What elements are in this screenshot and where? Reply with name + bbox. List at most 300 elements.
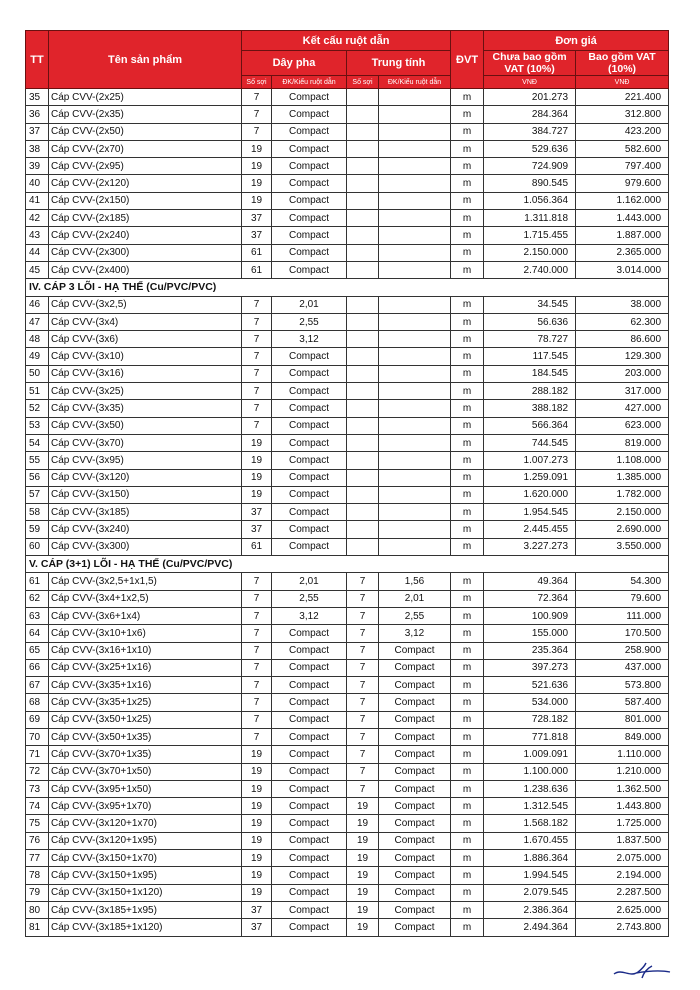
cell-neutral-strands: 7 xyxy=(347,728,379,745)
cell-neutral-dia xyxy=(379,313,451,330)
cell-price-inc-vat: 79.600 xyxy=(576,590,669,607)
table-row xyxy=(26,140,669,157)
cell-price-ex-vat: 1.954.545 xyxy=(484,504,576,521)
cell-phase-strands: 61 xyxy=(242,261,272,278)
cell-neutral-strands xyxy=(347,296,379,313)
cell-neutral-dia xyxy=(379,400,451,417)
cell-neutral-dia xyxy=(379,210,451,227)
cell-price-inc-vat: 979.600 xyxy=(576,175,669,192)
cell-neutral-dia: Compact xyxy=(379,642,451,659)
cell-price-inc-vat: 1.210.000 xyxy=(576,763,669,780)
cell-phase-dia: Compact xyxy=(272,798,347,815)
cell-unit: m xyxy=(451,313,484,330)
cell-price-inc-vat: 1.443.000 xyxy=(576,210,669,227)
cell-unit: m xyxy=(451,590,484,607)
cell-phase-dia: 2,01 xyxy=(272,296,347,313)
cell-product-name: Cáp CVV-(3x50+1x35) xyxy=(49,728,242,745)
cell-price-inc-vat: 1.108.000 xyxy=(576,452,669,469)
cell-phase-strands: 7 xyxy=(242,711,272,728)
cell-neutral-dia xyxy=(379,123,451,140)
cell-price-inc-vat: 573.800 xyxy=(576,677,669,694)
cell-tt: 78 xyxy=(26,867,49,884)
cell-tt: 57 xyxy=(26,486,49,503)
cell-product-name: Cáp CVV-(3x120+1x95) xyxy=(49,832,242,849)
cell-phase-dia: Compact xyxy=(272,383,347,400)
cell-price-ex-vat: 72.364 xyxy=(484,590,576,607)
cell-unit: m xyxy=(451,659,484,676)
cell-unit: m xyxy=(451,867,484,884)
cell-tt: 43 xyxy=(26,227,49,244)
table-row xyxy=(26,504,669,521)
cell-price-inc-vat: 2.194.000 xyxy=(576,867,669,884)
cell-price-ex-vat: 1.312.545 xyxy=(484,798,576,815)
cell-tt: 38 xyxy=(26,140,49,157)
cell-price-inc-vat: 3.014.000 xyxy=(576,261,669,278)
cell-neutral-strands xyxy=(347,313,379,330)
cell-unit: m xyxy=(451,158,484,175)
cell-unit: m xyxy=(451,711,484,728)
table-row xyxy=(26,158,669,175)
table-row xyxy=(26,296,669,313)
cell-neutral-strands xyxy=(347,331,379,348)
cell-product-name: Cáp CVV-(3x120+1x70) xyxy=(49,815,242,832)
cell-neutral-strands xyxy=(347,434,379,451)
cell-tt: 59 xyxy=(26,521,49,538)
section-title: IV. CÁP 3 LÕI - HẠ THẾ (Cu/PVC/PVC) xyxy=(26,279,669,296)
cell-product-name: Cáp CVV-(3x70+1x35) xyxy=(49,746,242,763)
cell-price-inc-vat: 797.400 xyxy=(576,158,669,175)
cell-neutral-dia xyxy=(379,365,451,382)
cell-price-inc-vat: 317.000 xyxy=(576,383,669,400)
cell-product-name: Cáp CVV-(3x95+1x70) xyxy=(49,798,242,815)
cell-product-name: Cáp CVV-(2x120) xyxy=(49,175,242,192)
cell-price-ex-vat: 56.636 xyxy=(484,313,576,330)
cell-product-name: Cáp CVV-(2x240) xyxy=(49,227,242,244)
table-row xyxy=(26,780,669,797)
cell-neutral-strands xyxy=(347,158,379,175)
cell-unit: m xyxy=(451,815,484,832)
cell-unit: m xyxy=(451,538,484,555)
cell-phase-dia: 2,01 xyxy=(272,573,347,590)
cell-unit: m xyxy=(451,140,484,157)
cell-product-name: Cáp CVV-(3x35+1x16) xyxy=(49,677,242,694)
cell-phase-dia: Compact xyxy=(272,521,347,538)
cell-neutral-strands xyxy=(347,140,379,157)
cell-neutral-strands xyxy=(347,192,379,209)
cell-unit: m xyxy=(451,486,484,503)
cell-phase-strands: 61 xyxy=(242,538,272,555)
table-row xyxy=(26,210,669,227)
cell-neutral-dia: Compact xyxy=(379,919,451,936)
cell-unit: m xyxy=(451,417,484,434)
cell-phase-strands: 19 xyxy=(242,192,272,209)
cell-price-inc-vat: 1.887.000 xyxy=(576,227,669,244)
cell-price-inc-vat: 427.000 xyxy=(576,400,669,417)
cell-product-name: Cáp CVV-(3x120) xyxy=(49,469,242,486)
cell-phase-dia: Compact xyxy=(272,832,347,849)
cell-price-inc-vat: 437.000 xyxy=(576,659,669,676)
cell-neutral-strands xyxy=(347,504,379,521)
cell-neutral-strands xyxy=(347,400,379,417)
cell-phase-dia: Compact xyxy=(272,365,347,382)
cell-tt: 36 xyxy=(26,106,49,123)
cell-unit: m xyxy=(451,261,484,278)
cell-tt: 48 xyxy=(26,331,49,348)
cell-price-ex-vat: 1.259.091 xyxy=(484,469,576,486)
table-row xyxy=(26,452,669,469)
cell-tt: 77 xyxy=(26,850,49,867)
cell-price-inc-vat: 1.385.000 xyxy=(576,469,669,486)
col-price-inc-vat: Bao gồm VAT (10%) xyxy=(576,51,669,76)
cell-price-inc-vat: 203.000 xyxy=(576,365,669,382)
cell-price-ex-vat: 2.494.364 xyxy=(484,919,576,936)
cell-product-name: Cáp CVV-(3x16+1x10) xyxy=(49,642,242,659)
cell-phase-strands: 19 xyxy=(242,746,272,763)
cell-phase-dia: 2,55 xyxy=(272,313,347,330)
table-row xyxy=(26,192,669,209)
cell-unit: m xyxy=(451,521,484,538)
cell-phase-strands: 7 xyxy=(242,331,272,348)
cell-neutral-strands xyxy=(347,348,379,365)
cell-price-ex-vat: 1.007.273 xyxy=(484,452,576,469)
table-row xyxy=(26,227,669,244)
cell-phase-dia: 3,12 xyxy=(272,331,347,348)
table-row xyxy=(26,607,669,624)
cell-unit: m xyxy=(451,227,484,244)
cell-price-inc-vat: 3.550.000 xyxy=(576,538,669,555)
cell-price-ex-vat: 1.056.364 xyxy=(484,192,576,209)
table-row xyxy=(26,832,669,849)
cell-neutral-dia xyxy=(379,261,451,278)
cell-neutral-dia: Compact xyxy=(379,850,451,867)
cell-product-name: Cáp CVV-(3x2,5) xyxy=(49,296,242,313)
cell-neutral-dia: Compact xyxy=(379,694,451,711)
cell-phase-dia: Compact xyxy=(272,780,347,797)
cell-product-name: Cáp CVV-(3x25) xyxy=(49,383,242,400)
cell-price-ex-vat: 724.909 xyxy=(484,158,576,175)
cell-tt: 46 xyxy=(26,296,49,313)
cell-price-ex-vat: 2.740.000 xyxy=(484,261,576,278)
cell-phase-dia: Compact xyxy=(272,261,347,278)
cell-neutral-dia: Compact xyxy=(379,711,451,728)
cell-phase-strands: 37 xyxy=(242,521,272,538)
cell-tt: 44 xyxy=(26,244,49,261)
cell-phase-strands: 7 xyxy=(242,625,272,642)
cell-phase-dia: Compact xyxy=(272,192,347,209)
table-row xyxy=(26,711,669,728)
cell-unit: m xyxy=(451,573,484,590)
cell-product-name: Cáp CVV-(3x16) xyxy=(49,365,242,382)
cell-neutral-dia: Compact xyxy=(379,798,451,815)
cell-price-ex-vat: 771.818 xyxy=(484,728,576,745)
cell-phase-strands: 37 xyxy=(242,901,272,918)
cell-tt: 56 xyxy=(26,469,49,486)
cell-tt: 53 xyxy=(26,417,49,434)
cell-price-inc-vat: 86.600 xyxy=(576,331,669,348)
col-phase-strands: Số sợi xyxy=(242,76,272,89)
cell-unit: m xyxy=(451,452,484,469)
cell-phase-strands: 7 xyxy=(242,365,272,382)
cell-product-name: Cáp CVV-(3x185) xyxy=(49,504,242,521)
cell-neutral-dia xyxy=(379,175,451,192)
cell-price-ex-vat: 1.238.636 xyxy=(484,780,576,797)
cell-neutral-dia xyxy=(379,140,451,157)
cell-neutral-strands xyxy=(347,210,379,227)
cell-neutral-strands: 7 xyxy=(347,763,379,780)
cell-phase-dia: Compact xyxy=(272,728,347,745)
cell-product-name: Cáp CVV-(3x4) xyxy=(49,313,242,330)
cell-product-name: Cáp CVV-(3x70) xyxy=(49,434,242,451)
cell-price-ex-vat: 201.273 xyxy=(484,89,576,106)
cell-tt: 62 xyxy=(26,590,49,607)
col-phase: Dây pha xyxy=(242,51,347,76)
table-row xyxy=(26,884,669,901)
cell-neutral-strands xyxy=(347,175,379,192)
cell-neutral-strands: 7 xyxy=(347,590,379,607)
cell-price-ex-vat: 2.150.000 xyxy=(484,244,576,261)
cell-neutral-strands: 7 xyxy=(347,711,379,728)
cell-phase-dia: Compact xyxy=(272,711,347,728)
cell-tt: 49 xyxy=(26,348,49,365)
cell-price-inc-vat: 1.362.500 xyxy=(576,780,669,797)
cell-unit: m xyxy=(451,746,484,763)
cell-unit: m xyxy=(451,780,484,797)
cell-product-name: Cáp CVV-(3x150) xyxy=(49,486,242,503)
table-row xyxy=(26,123,669,140)
col-neutral-dia: ĐK/Kiểu ruột dẫn xyxy=(379,76,451,89)
cell-tt: 71 xyxy=(26,746,49,763)
cell-product-name: Cáp CVV-(3x10+1x6) xyxy=(49,625,242,642)
cell-phase-dia: Compact xyxy=(272,746,347,763)
cell-price-inc-vat: 2.690.000 xyxy=(576,521,669,538)
cell-neutral-dia xyxy=(379,192,451,209)
col-price: Đơn giá xyxy=(484,31,669,51)
cell-neutral-strands xyxy=(347,261,379,278)
cell-product-name: Cáp CVV-(3x4+1x2,5) xyxy=(49,590,242,607)
col-currency-inc: VNĐ xyxy=(576,76,669,89)
section-row xyxy=(26,279,669,296)
table-row xyxy=(26,106,669,123)
table-row xyxy=(26,313,669,330)
cell-price-ex-vat: 235.364 xyxy=(484,642,576,659)
cell-phase-dia: Compact xyxy=(272,815,347,832)
table-row xyxy=(26,659,669,676)
cell-neutral-dia: 3,12 xyxy=(379,625,451,642)
table-row xyxy=(26,417,669,434)
cell-tt: 61 xyxy=(26,573,49,590)
cell-price-ex-vat: 534.000 xyxy=(484,694,576,711)
cell-phase-dia: Compact xyxy=(272,763,347,780)
cell-tt: 72 xyxy=(26,763,49,780)
cell-unit: m xyxy=(451,89,484,106)
cell-price-ex-vat: 1.311.818 xyxy=(484,210,576,227)
cell-product-name: Cáp CVV-(2x185) xyxy=(49,210,242,227)
cell-phase-strands: 19 xyxy=(242,867,272,884)
cell-unit: m xyxy=(451,400,484,417)
cell-neutral-dia: Compact xyxy=(379,780,451,797)
cell-phase-strands: 37 xyxy=(242,227,272,244)
cell-tt: 76 xyxy=(26,832,49,849)
cell-price-ex-vat: 1.100.000 xyxy=(484,763,576,780)
cell-neutral-strands xyxy=(347,227,379,244)
cell-product-name: Cáp CVV-(2x150) xyxy=(49,192,242,209)
cell-tt: 65 xyxy=(26,642,49,659)
cell-neutral-strands: 7 xyxy=(347,780,379,797)
cell-product-name: Cáp CVV-(3x6+1x4) xyxy=(49,607,242,624)
cell-price-ex-vat: 529.636 xyxy=(484,140,576,157)
table-row xyxy=(26,538,669,555)
cell-price-ex-vat: 384.727 xyxy=(484,123,576,140)
cell-phase-dia: Compact xyxy=(272,694,347,711)
table-row xyxy=(26,798,669,815)
cell-unit: m xyxy=(451,728,484,745)
table-row xyxy=(26,625,669,642)
cell-neutral-strands: 19 xyxy=(347,901,379,918)
col-neutral: Trung tính xyxy=(347,51,451,76)
cell-tt: 41 xyxy=(26,192,49,209)
cell-tt: 42 xyxy=(26,210,49,227)
section-row xyxy=(26,556,669,573)
cell-price-ex-vat: 117.545 xyxy=(484,348,576,365)
table-row xyxy=(26,244,669,261)
cell-price-inc-vat: 1.110.000 xyxy=(576,746,669,763)
cell-price-inc-vat: 801.000 xyxy=(576,711,669,728)
cell-price-ex-vat: 78.727 xyxy=(484,331,576,348)
cell-neutral-strands: 7 xyxy=(347,642,379,659)
table-row xyxy=(26,677,669,694)
cell-phase-strands: 61 xyxy=(242,244,272,261)
cell-neutral-dia xyxy=(379,348,451,365)
cell-tt: 80 xyxy=(26,901,49,918)
cell-unit: m xyxy=(451,642,484,659)
cell-neutral-strands xyxy=(347,417,379,434)
cell-product-name: Cáp CVV-(2x70) xyxy=(49,140,242,157)
cell-price-inc-vat: 1.837.500 xyxy=(576,832,669,849)
cell-phase-dia: Compact xyxy=(272,538,347,555)
cell-tt: 70 xyxy=(26,728,49,745)
cell-unit: m xyxy=(451,763,484,780)
cell-product-name: Cáp CVV-(3x150+1x70) xyxy=(49,850,242,867)
cell-unit: m xyxy=(451,123,484,140)
cell-phase-strands: 7 xyxy=(242,642,272,659)
cell-phase-strands: 19 xyxy=(242,815,272,832)
cell-tt: 63 xyxy=(26,607,49,624)
table-row xyxy=(26,400,669,417)
cell-neutral-strands xyxy=(347,244,379,261)
cell-neutral-strands: 19 xyxy=(347,919,379,936)
cell-unit: m xyxy=(451,348,484,365)
cell-price-inc-vat: 312.800 xyxy=(576,106,669,123)
cell-phase-strands: 19 xyxy=(242,140,272,157)
table-row xyxy=(26,901,669,918)
cell-neutral-dia xyxy=(379,227,451,244)
cell-neutral-strands: 19 xyxy=(347,798,379,815)
cell-price-inc-vat: 1.162.000 xyxy=(576,192,669,209)
cell-phase-dia: 2,55 xyxy=(272,590,347,607)
cell-phase-dia: Compact xyxy=(272,123,347,140)
table-row xyxy=(26,642,669,659)
cell-price-inc-vat: 819.000 xyxy=(576,434,669,451)
cell-tt: 45 xyxy=(26,261,49,278)
cell-neutral-strands: 7 xyxy=(347,659,379,676)
cell-price-inc-vat: 1.725.000 xyxy=(576,815,669,832)
cell-phase-strands: 7 xyxy=(242,383,272,400)
cell-price-inc-vat: 1.443.800 xyxy=(576,798,669,815)
cell-phase-strands: 19 xyxy=(242,780,272,797)
cell-neutral-strands: 19 xyxy=(347,850,379,867)
cell-neutral-strands xyxy=(347,123,379,140)
cell-product-name: Cáp CVV-(2x400) xyxy=(49,261,242,278)
cell-product-name: Cáp CVV-(3x10) xyxy=(49,348,242,365)
cell-neutral-dia: Compact xyxy=(379,815,451,832)
cell-phase-dia: Compact xyxy=(272,158,347,175)
cell-neutral-strands: 19 xyxy=(347,832,379,849)
cell-neutral-strands xyxy=(347,106,379,123)
cell-phase-dia: Compact xyxy=(272,867,347,884)
cell-product-name: Cáp CVV-(3x50+1x25) xyxy=(49,711,242,728)
cell-neutral-strands xyxy=(347,365,379,382)
col-structure: Kết cấu ruột dẫn xyxy=(242,31,451,51)
cell-neutral-strands: 19 xyxy=(347,867,379,884)
cell-neutral-dia xyxy=(379,521,451,538)
signature-mark xyxy=(612,960,672,982)
cell-phase-strands: 7 xyxy=(242,313,272,330)
cell-phase-dia: Compact xyxy=(272,106,347,123)
table-row xyxy=(26,486,669,503)
cell-phase-strands: 7 xyxy=(242,123,272,140)
cell-phase-strands: 19 xyxy=(242,469,272,486)
cell-neutral-dia xyxy=(379,434,451,451)
table-row xyxy=(26,89,669,106)
cell-neutral-strands: 19 xyxy=(347,815,379,832)
cell-tt: 40 xyxy=(26,175,49,192)
cell-neutral-strands xyxy=(347,383,379,400)
cell-neutral-dia xyxy=(379,331,451,348)
cell-product-name: Cáp CVV-(3x185+1x120) xyxy=(49,919,242,936)
cell-neutral-dia xyxy=(379,469,451,486)
price-table xyxy=(25,30,669,937)
cell-price-inc-vat: 1.782.000 xyxy=(576,486,669,503)
cell-price-ex-vat: 1.715.455 xyxy=(484,227,576,244)
cell-price-ex-vat: 49.364 xyxy=(484,573,576,590)
col-neutral-strands: Số sợi xyxy=(347,76,379,89)
col-unit: ĐVT xyxy=(451,31,484,89)
cell-phase-dia: Compact xyxy=(272,486,347,503)
cell-product-name: Cáp CVV-(2x95) xyxy=(49,158,242,175)
table-row xyxy=(26,521,669,538)
table-row xyxy=(26,573,669,590)
cell-product-name: Cáp CVV-(3x50) xyxy=(49,417,242,434)
cell-product-name: Cáp CVV-(2x35) xyxy=(49,106,242,123)
cell-product-name: Cáp CVV-(3x185+1x95) xyxy=(49,901,242,918)
cell-price-ex-vat: 1.009.091 xyxy=(484,746,576,763)
cell-tt: 79 xyxy=(26,884,49,901)
col-currency-ex: VNĐ xyxy=(484,76,576,89)
cell-phase-strands: 7 xyxy=(242,728,272,745)
cell-unit: m xyxy=(451,383,484,400)
cell-price-ex-vat: 890.545 xyxy=(484,175,576,192)
cell-neutral-dia: Compact xyxy=(379,763,451,780)
cell-unit: m xyxy=(451,832,484,849)
cell-neutral-strands: 7 xyxy=(347,677,379,694)
cell-neutral-strands xyxy=(347,486,379,503)
cell-tt: 69 xyxy=(26,711,49,728)
cell-phase-strands: 19 xyxy=(242,175,272,192)
cell-neutral-dia: Compact xyxy=(379,867,451,884)
cell-price-inc-vat: 38.000 xyxy=(576,296,669,313)
cell-product-name: Cáp CVV-(2x25) xyxy=(49,89,242,106)
table-row xyxy=(26,694,669,711)
